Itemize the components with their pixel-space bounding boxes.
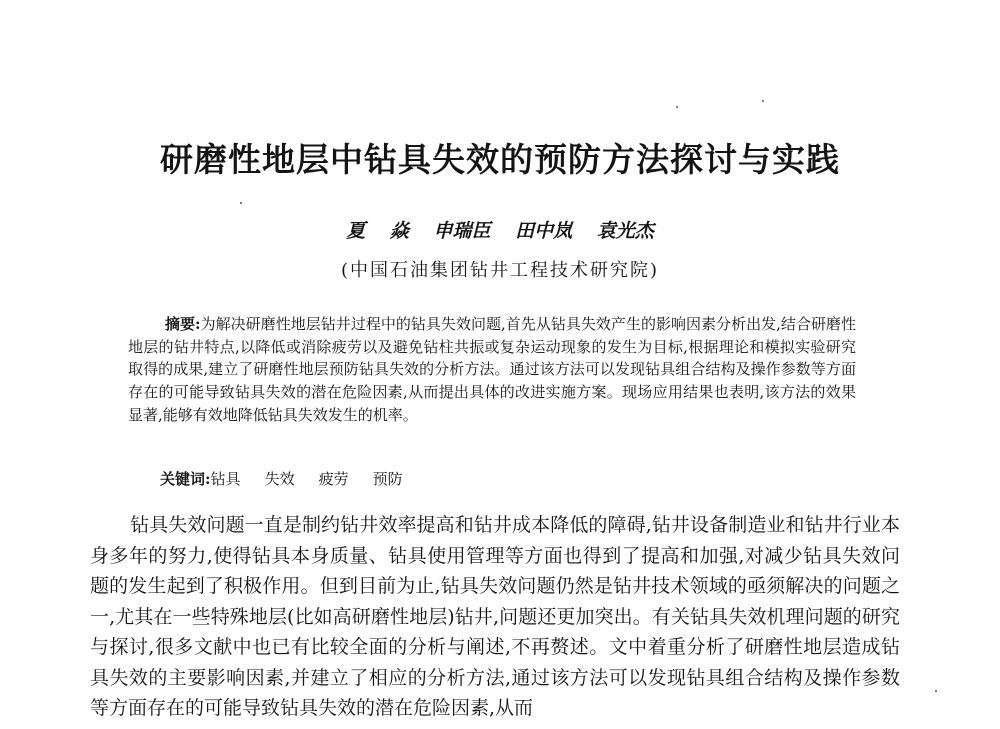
keyword: 预防 [372, 470, 403, 488]
paper-title: 研磨性地层中钻具失效的预防方法探讨与实践 [160, 140, 840, 179]
author-name: 田中岚 [515, 220, 573, 242]
author-name: 申瑞臣 [433, 220, 491, 242]
author-list [0, 218, 1000, 244]
scan-speck [240, 202, 242, 204]
keyword: 钻具 [210, 470, 241, 488]
body-paragraph [90, 510, 900, 724]
keyword: 失效 [264, 470, 295, 488]
keywords-label: 关键词: [160, 470, 211, 488]
scan-speck [676, 106, 678, 108]
scan-speck [935, 690, 937, 692]
author-name: 袁光杰 [596, 220, 654, 242]
body-text: 钻具失效问题一直是制约钻井效率提高和钻井成本降低的障碍,钻井设备制造业和钻井行业本身多年的努力,使得钻具本身质量、钻具使用管理等方面也得到了提高和加强,对减少钻具失效问题的发生起到了积极作用。但到目前为止,钻具失效问题仍然是钻井技术领域的亟须解决的问题之一,尤其在一些特殊地层(比如高研磨性地层)钻井,问题还更加突出。有关钻具失效机理问题的研究与探讨,很多文献中也已有比较全面的分析与阐述,不再赘述。文中着重分析了研磨性地层造成钻具失效的主要影响因素,并建立了相应的分析方法,通过该方法可以发现钻具组合结构及操作参数等方面存在的可能导致钻具失效的潜在危险因素,从而 [90, 514, 900, 719]
affiliation: (中国石油集团钻井工程技术研究院) [340, 260, 660, 281]
abstract [128, 313, 856, 427]
abstract-text: 为解决研磨性地层钻井过程中的钻具失效问题,首先从钻具失效产生的影响因素分析出发,结合研磨性地层的钻井特点,以降低或消除疲劳以及避免钻柱共振或复杂运动现象的发生为目标,根据理论和模拟实验研究取得的成果,建立了研磨性地层预防钻具失效的分析方法。通过该方法可以发现钻具组合结构及操作参数等方面存在的可能导致钻具失效的潜在危险因素,从而提出具体的改进实施方案。现场应用结果也表明,该方法的效果显著,能够有效地降低钻具失效发生的机率。 [128, 315, 856, 424]
keywords [160, 468, 860, 490]
keyword: 疲劳 [318, 470, 349, 488]
scan-speck [762, 100, 764, 102]
author-name: 夏 焱 [346, 220, 409, 242]
abstract-label: 摘要: [165, 315, 201, 333]
